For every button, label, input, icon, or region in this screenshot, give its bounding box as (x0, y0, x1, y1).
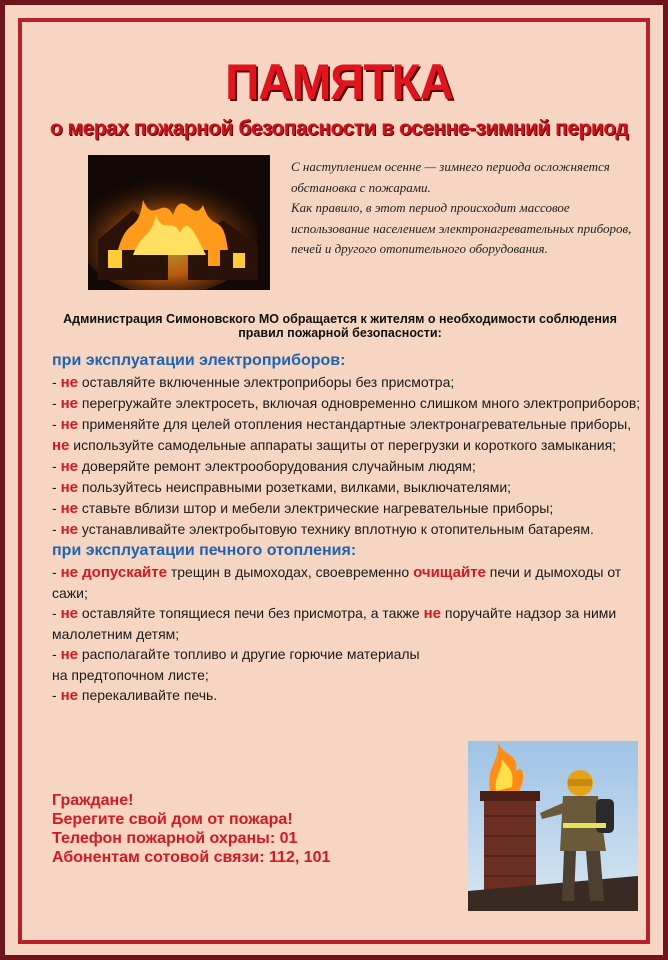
admin-appeal: Администрация Симоновского МО обращается к жителям о необходимости соблюдения правил пожарной безопасности: (63, 312, 617, 340)
list-item: - не перекаливайте печь. (52, 687, 218, 704)
list-item: - не пользуйтесь неисправными розетками, вилками, выключателями; (52, 479, 512, 496)
intro-text (291, 157, 641, 260)
section-stove-heading: при эксплуатации печного отопления: (52, 542, 357, 559)
burning-house-image (88, 155, 270, 290)
list-item: - не оставляйте включенные электроприборы без присмотра; (52, 374, 455, 391)
section-electrical-heading: при эксплуатации электроприборов: (52, 352, 346, 369)
mobile-phone: Абонентам сотовой связи: 112, 101 (52, 849, 331, 866)
rules-body (52, 350, 652, 706)
closing-appeal (52, 791, 472, 867)
list-item: - не располагайте топливо и другие горючие материалы на предтопочном листе; (52, 646, 420, 683)
firefighter-chimney-image (468, 741, 638, 911)
intro-paragraph-2: Как правило, в этот период происходит массовое использование населением электронагревательных приборов, печей и другого отопительного оборудования. (291, 200, 632, 256)
list-item: - не доверяйте ремонт электрооборудования случайным людям; (52, 458, 476, 475)
page-subtitle: о мерах пожарной безопасности в осенне-зимний период (49, 117, 629, 140)
list-item: - не перегружайте электросеть, включая одновременно слишком много электроприборов; (52, 395, 641, 412)
list-item: - не оставляйте топящиеся печи без присмотра, а также не поручайте надзор за ними малолетним детям; (52, 605, 617, 642)
citizens-callout: Граждане! (52, 792, 134, 809)
list-item: - не ставьте вблизи штор и мебели электрические нагревательные приборы; (52, 500, 554, 517)
list-item: - не допускайте трещин в дымоходах, своевременно очищайте печи и дымоходы от сажи; (52, 564, 622, 601)
protect-home-callout: Берегите свой дом от пожара! (52, 811, 293, 828)
fire-phone: Телефон пожарной охраны: 01 (52, 830, 298, 847)
intro-paragraph-1: С наступлением осенне — зимнего периода осложняется обстановка с пожарами. (291, 159, 610, 195)
list-item: - не применяйте для целей отопления нестандартные электронагревательные приборы, не используйте самодельные аппараты защиты от перегрузки и короткого замыкания; (52, 416, 632, 454)
list-item: - не устанавливайте электробытовую технику вплотную к отопительным батареям. (52, 521, 594, 538)
page-title: ПАМЯТКА (225, 54, 453, 110)
